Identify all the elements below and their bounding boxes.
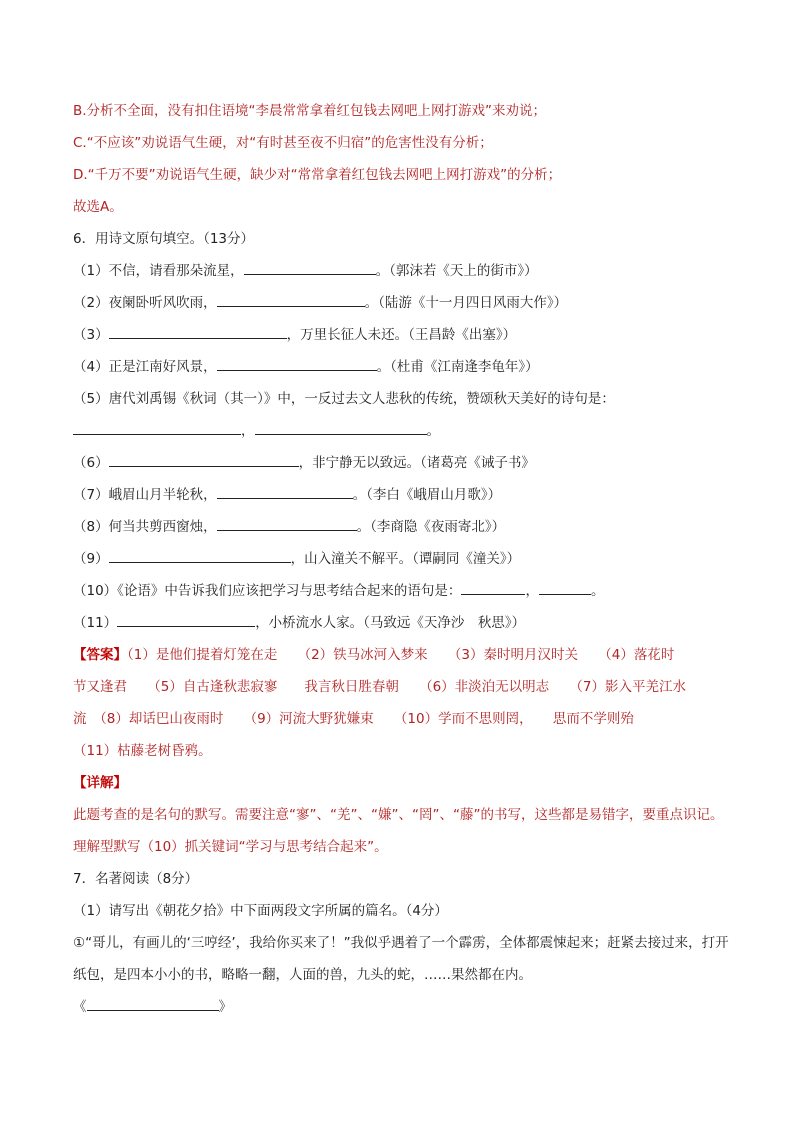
- q6-item-10-comma: ，: [525, 583, 539, 599]
- q6-item-10-blank-b[interactable]: [539, 580, 591, 595]
- q6-item-5-blanks: [73, 415, 733, 447]
- open-book-bracket: 《: [73, 999, 87, 1015]
- q6-item-5-blank-b[interactable]: [255, 420, 427, 435]
- q6-item-7: [73, 479, 733, 511]
- q6-item-9: [73, 543, 733, 575]
- q6-item-10-end: 。: [590, 583, 605, 599]
- q6-item-7-blank[interactable]: [217, 484, 353, 499]
- q6-item-4-blank[interactable]: [217, 356, 377, 371]
- q6-item-8-blank[interactable]: [217, 516, 357, 531]
- document-page: [73, 95, 733, 1023]
- q6-item-5-text: （5）唐代刘禹锡《秋词（其一）》中，一反过去文人悲秋的传统，赞颂秋天美好的诗句是：: [73, 391, 615, 407]
- q6-item-11-blank[interactable]: [117, 612, 255, 627]
- detail-tag: 【详解】: [73, 775, 127, 791]
- analysis-option-d: D.“千万不要”劝说语气生硬，缺少对“常常拿着红包钱去网吧上网打游戏”的分析；: [73, 167, 562, 183]
- q6-item-1-blank[interactable]: [244, 260, 376, 275]
- q6-item-2-blank[interactable]: [217, 292, 365, 307]
- q6-item-4-post: 。（杜甫《江南逢李龟年》）: [376, 359, 539, 375]
- q6-item-2-pre: （2）夜阑卧听风吹雨，: [73, 295, 217, 311]
- q6-item-8: [73, 511, 733, 543]
- q6-item-9-blank[interactable]: [109, 548, 291, 563]
- q6-item-1-pre: （1）不信，请看那朵流星，: [73, 263, 244, 279]
- q6-item-10: [73, 575, 733, 607]
- q6-item-2-post: 。（陆游《十一月四日风雨大作》）: [364, 295, 568, 311]
- q6-item-3-pre: （3）: [73, 327, 109, 343]
- answer-tag: 【答案】: [73, 647, 127, 663]
- q6-answer-block: [73, 639, 733, 767]
- question-6-title: 6．用诗文原句填空。（13分）: [73, 231, 255, 247]
- q7-answer-line: [73, 991, 733, 1023]
- close-book-bracket: 》: [218, 999, 232, 1015]
- analysis-conclusion: 故选A。: [73, 199, 123, 215]
- q6-item-8-pre: （8）何当共剪西窗烛，: [73, 519, 217, 535]
- q6-item-6-blank[interactable]: [109, 452, 299, 467]
- q6-item-4-pre: （4）正是江南好风景，: [73, 359, 217, 375]
- q6-item-11-pre: （11）: [73, 615, 118, 631]
- q6-item-1: [73, 255, 733, 287]
- q6-item-8-post: 。（李商隐《夜雨寄北》）: [356, 519, 506, 535]
- q6-item-10-pre: （10）《论语》中告诉我们应该把学习与思考结合起来的语句是：: [73, 583, 462, 599]
- q6-answer-line-3: 流 （8）却话巴山夜雨时 （9）河流大野犹嫌束 （10）学而不思则罔， 思而不学则殆: [73, 711, 634, 727]
- q6-item-3-post: ，万里长征人未还。（王昌龄《出塞》）: [286, 327, 517, 343]
- q6-answer-text-1: （1）是他们提着灯笼在走 （2）铁马冰河入梦来 （3）秦时明月汉时关 （4）落花时: [127, 647, 675, 663]
- q6-item-11: [73, 607, 733, 639]
- q6-item-9-pre: （9）: [73, 551, 109, 567]
- q6-item-1-post: 。（郭沫若《天上的街市》）: [375, 263, 538, 279]
- analysis-option-c: C.“不应该”劝说语气生硬，对“有时甚至夜不归宿”的危害性没有分析；: [73, 135, 493, 151]
- q6-answer-line-2: 节又逢君 （5）自古逢秋悲寂寥 我言秋日胜春朝 （6）非淡泊无以明志 （7）影入平羌江水: [73, 679, 687, 695]
- q6-answer-line-4: （11）枯藤老树昏鸦。: [73, 743, 212, 759]
- q6-item-3-blank[interactable]: [109, 324, 287, 339]
- q6-item-9-post: ，山入潼关不解平。（谭嗣同《潼关》）: [290, 551, 521, 567]
- q6-item-6: [73, 447, 733, 479]
- detail-text: 此题考查的是名句的默写。需要注意“寥”、“羌”、“嫌”、“罔”、“藤”的书写，这些都是易错字，要重点识记。理解型默写（10）抓关键词“学习与思考结合起来”。: [73, 807, 724, 855]
- q7-title-blank[interactable]: [87, 996, 219, 1011]
- q6-item-4: [73, 351, 733, 383]
- q6-item-5: [73, 383, 733, 415]
- q6-item-5-end: 。: [426, 423, 440, 439]
- q6-item-7-pre: （7）峨眉山月半轮秋，: [73, 487, 217, 503]
- q6-item-2: [73, 287, 733, 319]
- q6-item-3: [73, 319, 733, 351]
- q7-sub-1: （1）请写出《朝花夕拾》中下面两段文字所属的篇名。（4分）: [73, 903, 448, 919]
- q6-item-10-blank-a[interactable]: [461, 580, 525, 595]
- q6-item-5-comma: ，: [241, 423, 255, 439]
- question-7-title: 7．名著阅读（8分）: [73, 871, 199, 887]
- analysis-option-b: B.分析不全面，没有扣住语境“李晨常常拿着红包钱去网吧上网打游戏”来劝说；: [73, 103, 547, 119]
- q6-item-6-post: ，非宁静无以致远。（诸葛亮《诫子书》: [298, 455, 535, 471]
- q6-answer-line-1: [73, 639, 733, 671]
- q6-item-11-post: ，小桥流水人家。（马致远《天净沙 秋思》）: [255, 615, 526, 631]
- analysis-section: [73, 95, 733, 223]
- q6-item-6-pre: （6）: [73, 455, 109, 471]
- q6-item-5-blank-a[interactable]: [73, 420, 241, 435]
- q6-item-7-post: 。（李白《峨眉山月歌》）: [352, 487, 502, 503]
- q7-passage: ①“哥儿，有画儿的‘三哼经’，我给你买来了！”我似乎遇着了一个霹雳，全体都震悚起来；赶紧去接过来，打开纸包，是四本小小的书，略略一翻，人面的兽，九头的蛇，……果然都在内。: [73, 935, 729, 983]
